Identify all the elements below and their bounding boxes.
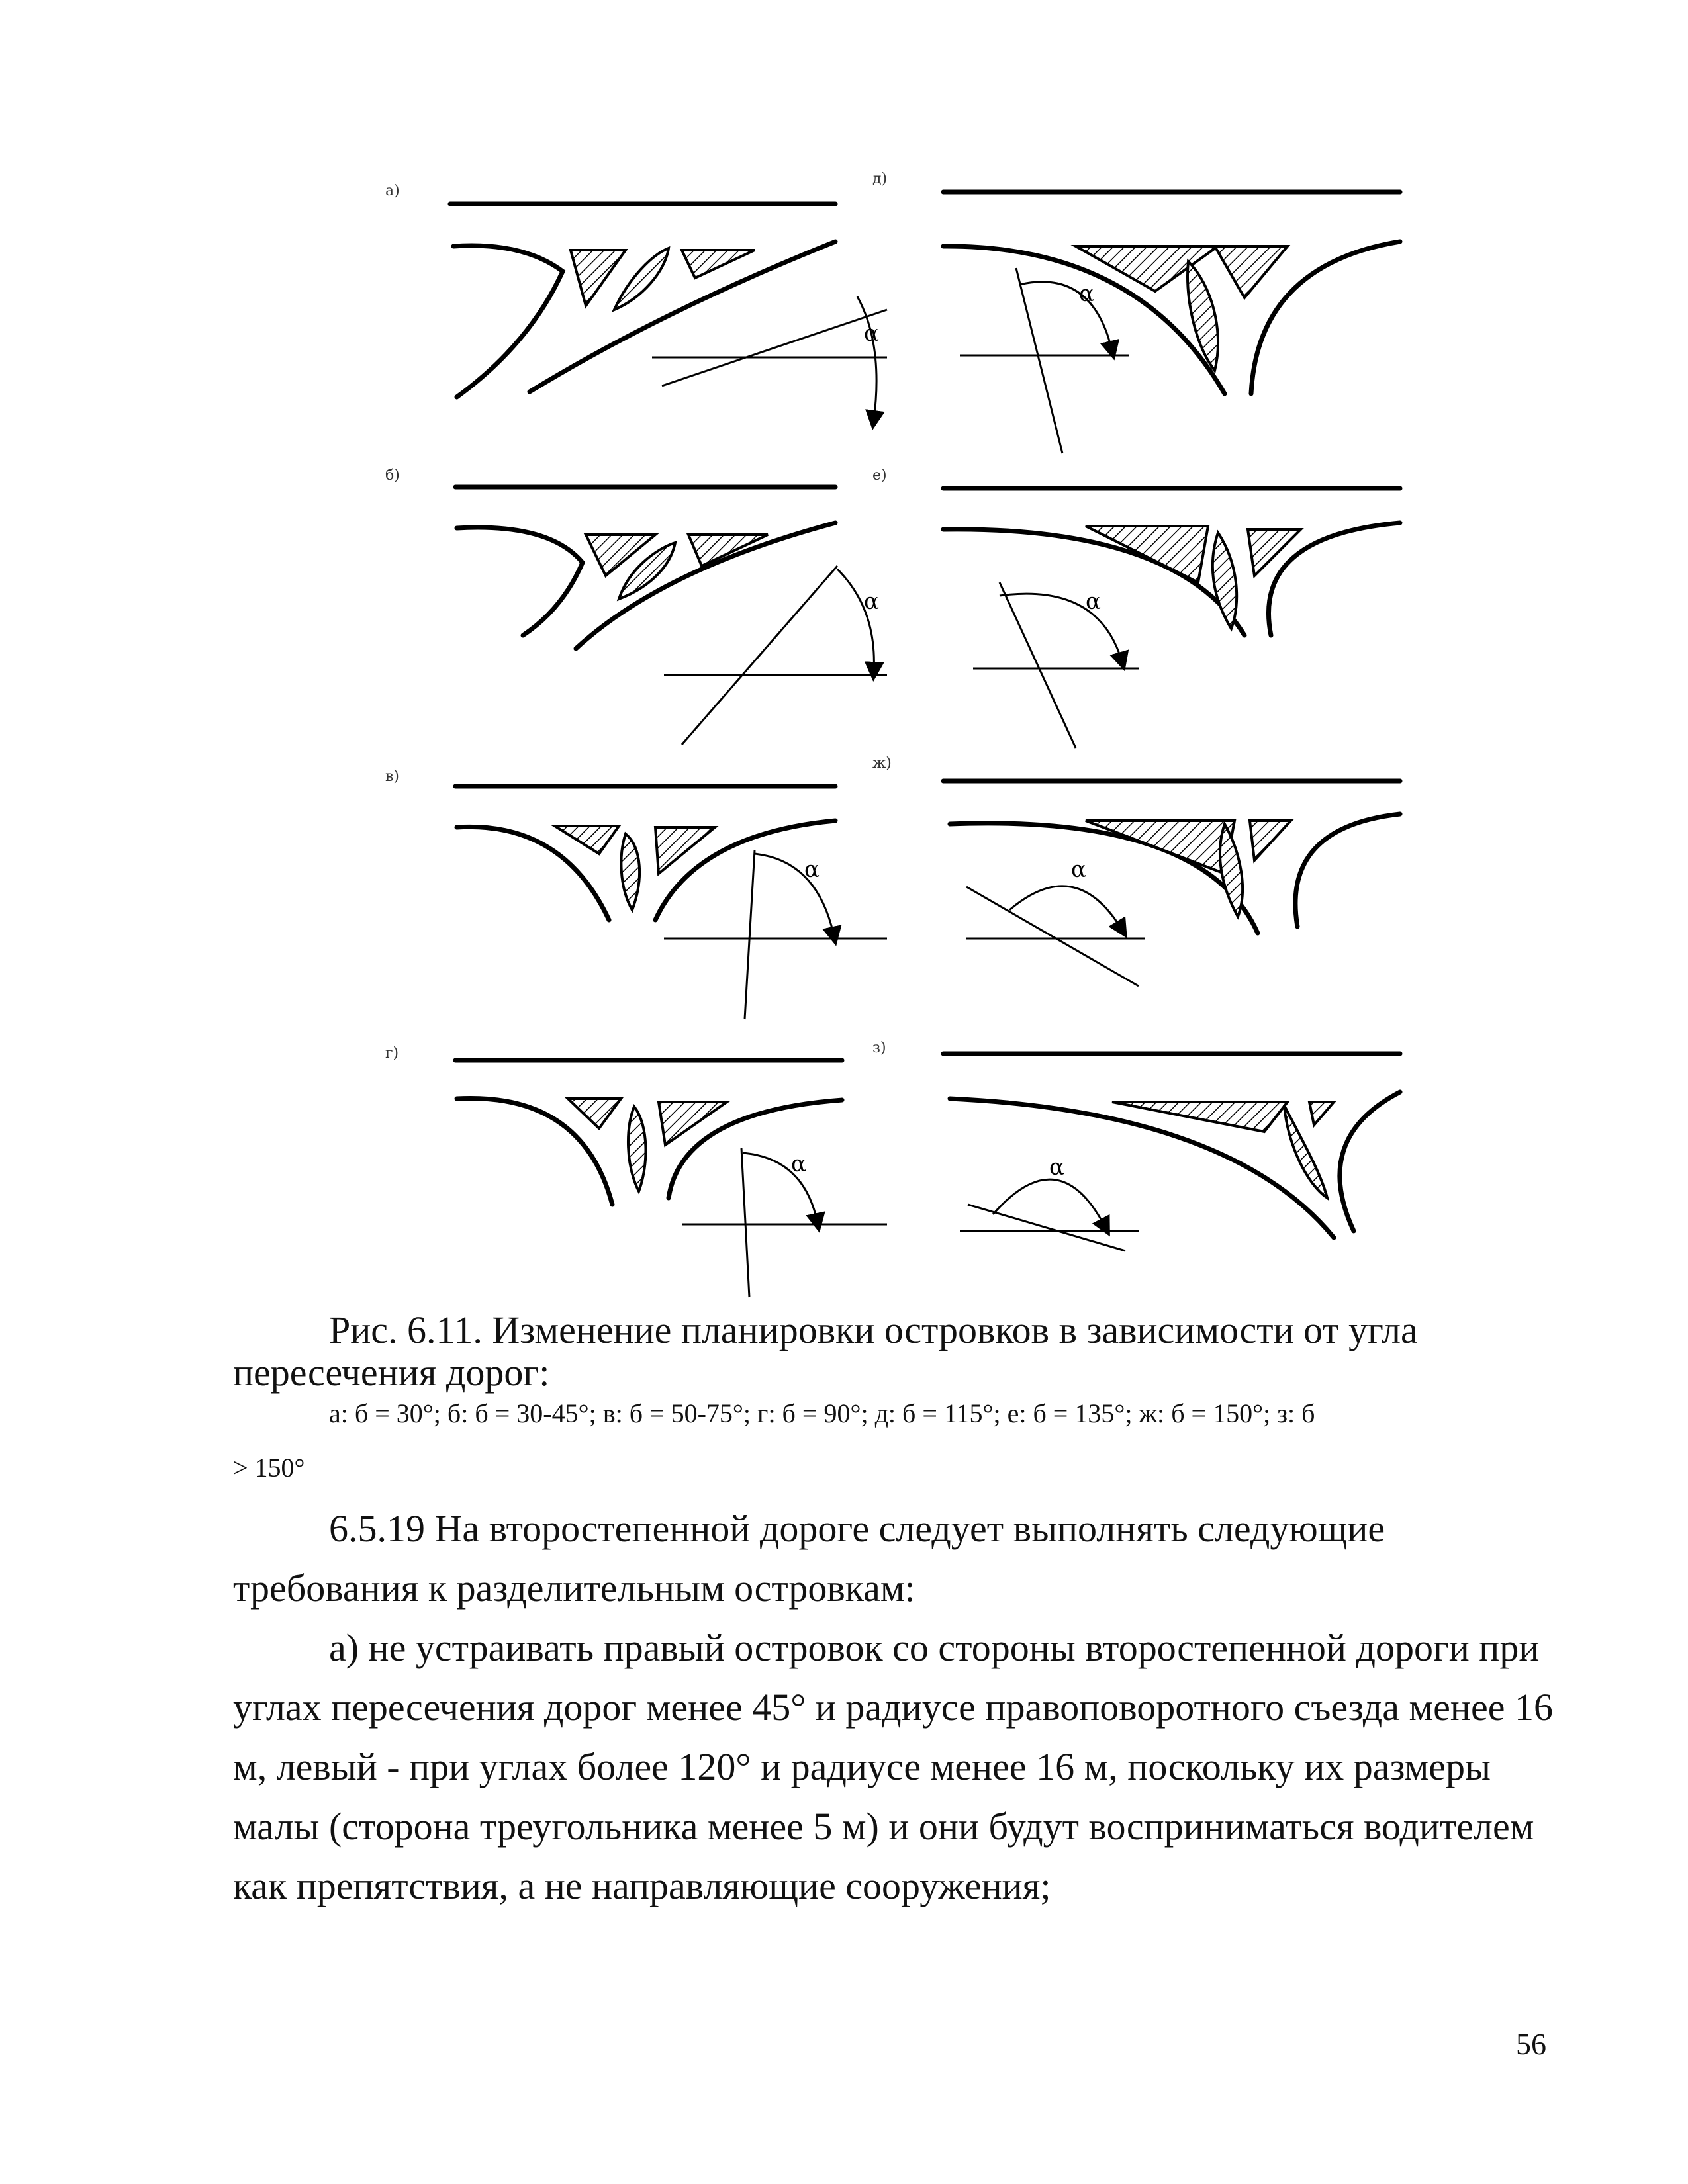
paragraph-line: углах пересечения дорог менее 45° и радиусе правоповоротного съезда менее 16 [233,1686,1553,1729]
panel-g-diagram [455,1060,887,1297]
panel-v-diagram [455,786,887,1019]
panel-label-e: е) [872,467,887,484]
paragraph-line: как препятствия, а не направляющие сооружения; [233,1864,1051,1907]
panel-b-diagram [455,487,887,745]
alpha-label-e: α [1086,588,1101,615]
panel-label-d: д) [872,171,888,187]
panel-label-b: б) [385,467,400,484]
alpha-label-zh: α [1071,856,1086,883]
panel-label-z: з) [872,1040,886,1056]
paragraph-line: малы (сторона треугольника менее 5 м) и они будут восприниматься водителем [233,1805,1534,1848]
page-number: 56 [1516,2027,1546,2061]
panel-z-diagram [943,1054,1400,1251]
panel-e-diagram [943,488,1400,748]
alpha-label-g: α [791,1151,806,1177]
figure-caption-legend: а: б = 30°; б: б = 30-45°; в: б = 50-75°; г: б = 90°; д: б = 115°; е: б = 135°; ж: б = 150°; з: б [329,1398,1315,1428]
paragraph-line: м, левый - при углах более 120° и радиусе менее 16 м, поскольку их размеры [233,1745,1491,1788]
panel-d-diagram [943,192,1400,453]
alpha-label-d: α [1079,281,1094,307]
panel-label-g: г) [385,1045,399,1062]
figure-caption-legend-cont: > 150° [233,1453,305,1482]
figure-caption-title-cont: пересечения дорог: [233,1351,550,1394]
panel-label-a: а) [385,183,400,199]
paragraph-line: 6.5.19 На второстепенной дороге следует выполнять следующие [329,1507,1385,1550]
alpha-label-z: α [1049,1154,1064,1181]
panel-label-v: в) [385,768,399,785]
alpha-label-v: α [804,856,820,883]
panel-label-zh: ж) [872,755,892,772]
panel-zh-diagram [943,781,1400,986]
figure-caption-title: Рис. 6.11. Изменение планировки островков в зависимости от угла [329,1308,1418,1351]
paragraph-line: требования к разделительным островкам: [233,1567,915,1610]
alpha-label-a: α [864,320,879,347]
alpha-label-b: α [864,588,879,615]
panel-a-diagram [450,204,887,420]
paragraph-line: а) не устраивать правый островок со стороны второстепенной дороги при [329,1626,1540,1669]
